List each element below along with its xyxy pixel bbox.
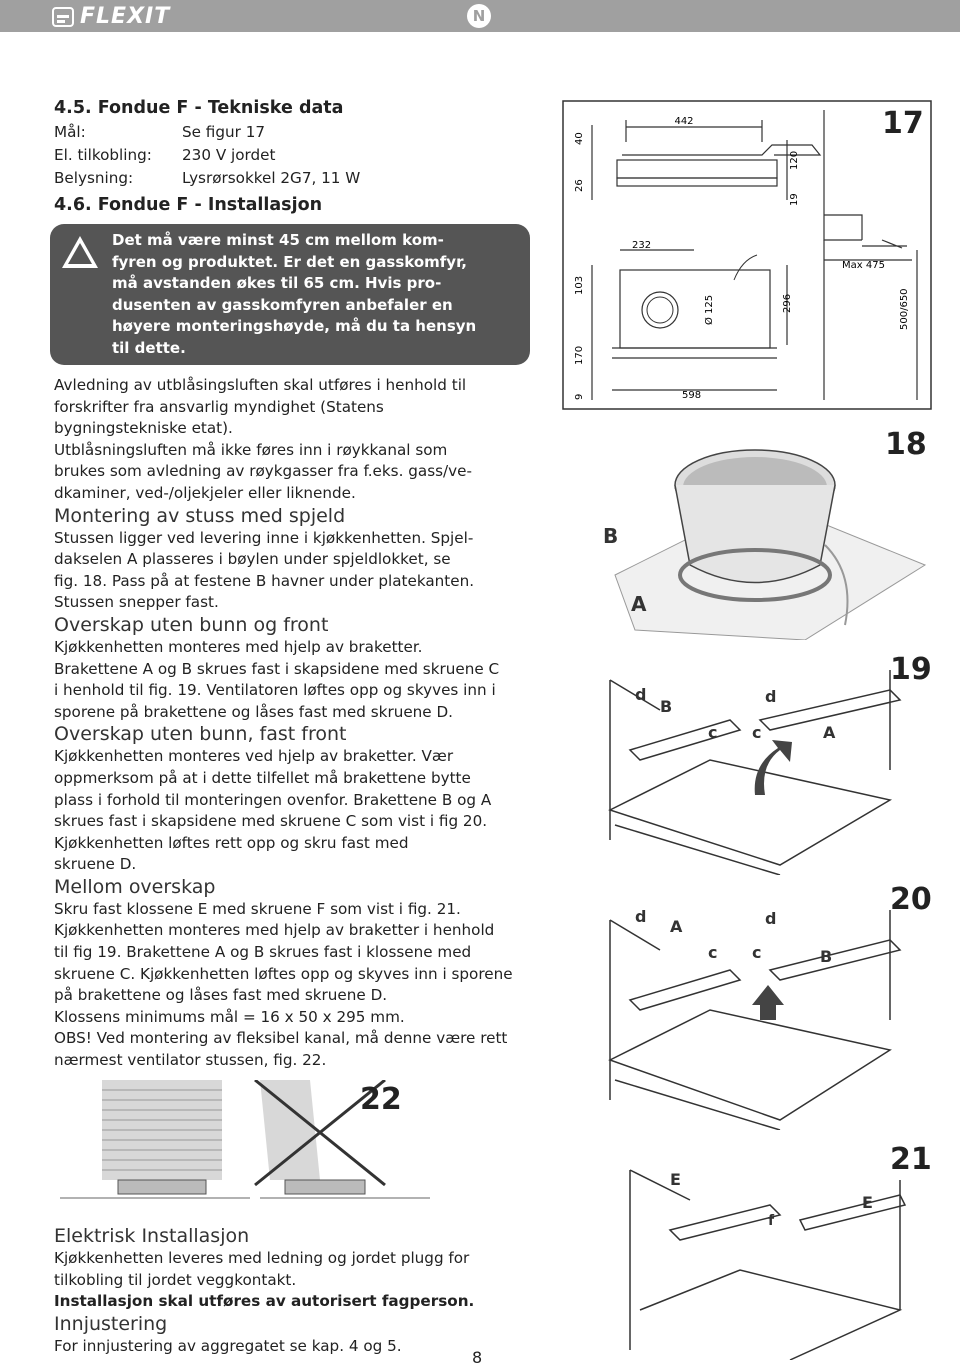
figure-number-20: 20 [890,882,932,917]
label-c-right: c [752,723,762,742]
section-title-4-6: 4.6. Fondue F - Installasjon [54,195,323,215]
heading-stuss: Montering av stuss med spjeld [54,504,346,527]
text-line: Klossens minimums mål = 16 x 50 x 295 mm. [54,1007,405,1026]
text-line: brukes som avledning av røykgasser fra f.eks. gass/ve- [54,462,472,481]
text-line: plass i forhold til monteringen ovenfor. Brakettene B og A [54,790,492,809]
figure-21 [600,1140,935,1360]
text-line: sporene på brakettene og låses fast med skruene D. [54,702,453,721]
warning-triangle-icon [60,234,100,270]
label-c-left: c [708,723,718,742]
figure-21-drawing [600,1140,935,1360]
spec-row [54,144,544,167]
figure-20-drawing [580,880,935,1130]
text-line: Utblåsningsluften må ikke føres inn i røykkanal som [54,440,448,459]
heading-overskap-2: Overskap uten bunn, fast front [54,723,347,746]
dim-19: 19 [789,193,800,206]
text-line: Stussen snepper fast. [54,593,219,612]
figure-20 [580,880,935,1130]
label-a: A [670,917,683,936]
dim-232: 232 [632,240,652,251]
overskap-2-paragraph [54,746,544,876]
figure-number-18: 18 [885,427,927,462]
text-line: skruene C. Kjøkkenhetten løftes opp og skyves inn i sporene [54,964,513,983]
label-d-right: d [765,687,777,706]
spec-value: Se figur 17 [182,123,266,141]
figure-17 [562,100,932,410]
language-badge: N [467,4,491,28]
dim-26: 26 [574,179,585,192]
text-line: Stussen ligger ved levering inne i kjøkkenhetten. Spjel- [54,528,474,547]
spec-key: Belysning: [54,169,134,187]
text-line: Brakettene A og B skrues fast i skapsidene med skruene C [54,659,500,678]
text-line: Avledning av utblåsingsluften skal utføres i henhold til [54,376,467,394]
label-e-right: E [862,1193,873,1212]
label-a: A [631,592,647,616]
figure-number-17: 17 [882,106,924,141]
stuss-paragraph [54,528,544,614]
text-line: forskrifter fra ansvarlig myndighet (Statens [54,397,384,416]
text-line: skrues fast i skapsidene med skruene C som vist i fig 20. [54,812,488,831]
label-e-left: E [670,1170,681,1189]
text-line: til fig 19. Brakettene A og B skrues fast i klossene med [54,943,472,962]
figure-number-19: 19 [890,652,932,687]
spec-row [54,121,544,144]
figure-number-22: 22 [360,1082,402,1117]
dim-296: 296 [782,293,793,313]
warning-line: dusenten av gasskomfyren anbefaler en [112,295,453,314]
section-title-4-5: 4.5. Fondue F - Tekniske data [54,98,344,118]
spec-value: Lysrørsokkel 2G7, 11 W [182,169,361,187]
spec-list [54,121,544,190]
text-line: tilkobling til jordet veggkontakt. [54,1270,297,1289]
text-line: Kjøkkenhetten monteres med hjelp av braketter i henhold [54,921,495,940]
label-c-left: c [708,943,718,962]
heading-overskap-1: Overskap uten bunn og front [54,613,329,636]
dim-170: 170 [574,345,585,365]
warning-line: fyren og produktet. Er det en gasskomfyr, [112,252,467,271]
figure-19 [580,650,935,875]
label-b: B [820,947,833,966]
figure-number-21: 21 [890,1142,932,1177]
figure-22 [60,1080,430,1205]
figure-18-drawing [595,425,935,640]
dim-598: 598 [682,390,702,401]
page-header [0,0,960,32]
text-line: på brakettene og låses fast med skruene D. [54,986,388,1005]
warning-line: høyere monteringshøyde, må du ta hensyn [112,317,477,335]
text-line: OBS! Ved montering av fleksibel kanal, må denne være rett [54,1029,508,1048]
text-line: dkaminer, ved-/oljekjeler eller liknende. [54,483,356,502]
spec-key: Mål: [54,123,86,141]
figure-18 [595,425,935,640]
text-line: bygningstekniske etat). [54,419,233,438]
dim-120: 120 [789,150,800,170]
label-c-right: c [752,943,762,962]
label-a: A [823,723,836,742]
text-line: i henhold til fig. 19. Ventilatoren løftes opp og skyves inn i [54,681,496,700]
mellom-paragraph [54,899,544,1072]
label-b: B [603,524,619,548]
heading-mellom-overskap: Mellom overskap [54,875,216,898]
label-b: B [660,697,673,716]
text-line: Kjøkkenhetten monteres ved hjelp av braketter. Vær [54,747,454,766]
text-line: dakselen A plasseres i bøylen under spjeldlokket, se [54,550,451,569]
warning-line: Det må være minst 45 cm mellom kom- [112,231,444,249]
flexit-logo [52,4,170,29]
text-line: skruene D. [54,855,137,874]
label-d-left: d [635,907,647,926]
dim-125: Ø 125 [704,294,715,325]
dim-40: 40 [574,132,585,145]
text-line: For innjustering av aggregatet se kap. 4 og 5. [54,1336,402,1355]
figure-19-drawing [580,650,935,875]
brand-name: FLEXIT [80,4,171,29]
dim-9: 9 [574,393,585,400]
text-line: Kjøkkenhetten leveres med ledning og jordet plugg for [54,1249,470,1267]
figure-17-drawing [562,100,932,410]
bottom-text [54,1225,544,1357]
dim-442: 442 [674,116,694,127]
flexit-logo-icon [52,7,74,27]
label-d-left: d [635,685,647,704]
dim-max-475: Max 475 [842,260,885,271]
spec-row [54,167,544,190]
dim-103: 103 [574,275,585,295]
text-line: Skru fast klossene E med skruene F som vist i fig. 21. [54,899,461,918]
text-line: Kjøkkenhetten monteres med hjelp av braketter. [54,637,423,656]
label-f: f [768,1213,775,1229]
label-d-right: d [765,909,777,928]
spec-key: El. tilkobling: [54,146,152,164]
spec-value: 230 V jordet [182,146,276,164]
dim-500-650: 500/650 [899,288,910,330]
overskap-1-paragraph [54,637,544,723]
heading-elektrisk: Elektrisk Installasjon [54,1225,250,1247]
warning-line: må avstanden økes til 65 cm. Hvis pro- [112,274,442,292]
warning-box [50,224,530,365]
authorized-person-note: Installasjon skal utføres av autorisert fagperson. [54,1292,475,1311]
warning-line: til dette. [112,338,186,357]
heading-innjustering: Innjustering [54,1312,168,1335]
text-line: nærmest ventilator stussen, fig. 22. [54,1051,327,1070]
page-number: 8 [472,1348,483,1366]
text-column [54,95,544,1072]
text-line: oppmerksom på at i dette tilfellet må brakettene bytte [54,768,471,787]
exhaust-paragraph [54,375,544,505]
text-line: Kjøkkenhetten løftes rett opp og skru fast med [54,833,409,852]
text-line: fig. 18. Pass på at festene B havner under platekanten. [54,571,475,590]
